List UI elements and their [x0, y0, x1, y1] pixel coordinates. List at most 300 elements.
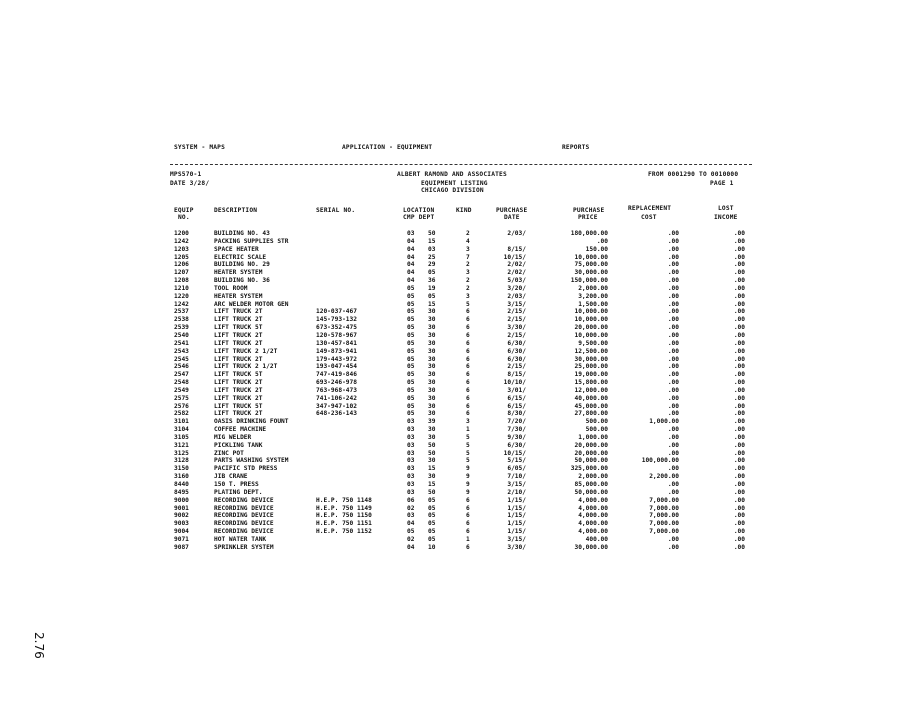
cell-kind: 9 — [466, 488, 470, 496]
cell-equip: 3121 — [174, 441, 189, 449]
cell-cmp: 03 — [407, 512, 415, 520]
cell-desc: SPACE HEATER — [214, 245, 259, 253]
cell-dept: 39 — [428, 418, 436, 426]
cell-repl: 1,000.00 — [649, 418, 679, 426]
cell-lost: .00 — [733, 284, 745, 292]
cell-lost: .00 — [733, 300, 745, 308]
cell-kind: 3 — [466, 418, 470, 426]
cell-serial: H.E.P. 750 1149 — [316, 504, 372, 512]
cell-serial: 763-968-473 — [316, 386, 357, 394]
cell-date: 2/03/ — [507, 230, 526, 237]
cell-lost: .00 — [733, 512, 745, 520]
cell-equip: 9002 — [174, 512, 189, 520]
cell-serial: 741-106-242 — [316, 394, 357, 402]
cell-date: 1/15/ — [507, 496, 526, 504]
cell-kind: 6 — [466, 347, 470, 355]
cell-lost: .00 — [733, 504, 745, 512]
division-name: CHICAGO DIVISION — [421, 187, 484, 194]
cell-price: 3,200.00 — [578, 292, 608, 300]
table-row — [0, 340, 900, 348]
cell-serial: 193-047-454 — [316, 363, 357, 371]
cell-desc: BUILDING NO. 36 — [214, 277, 270, 285]
cell-lost: .00 — [733, 520, 745, 528]
cell-kind: 6 — [466, 316, 470, 324]
cell-repl: 7,000.00 — [649, 496, 679, 504]
cell-lost: .00 — [733, 363, 745, 371]
cell-desc: LIFT TRUCK 2T — [214, 394, 263, 402]
table-row — [0, 473, 900, 481]
cell-kind: 5 — [466, 449, 470, 457]
cell-price: 45,000.00 — [574, 402, 608, 410]
cell-equip: 1200 — [174, 230, 189, 237]
cell-kind: 2 — [466, 277, 470, 285]
cell-repl: .00 — [667, 441, 679, 449]
cell-equip: 3128 — [174, 457, 189, 465]
cell-kind: 5 — [466, 457, 470, 465]
cell-repl: .00 — [667, 261, 679, 269]
cell-desc: PLATING DEPT. — [214, 488, 263, 496]
col-purchase-date-2: DATE — [504, 214, 520, 221]
cell-serial: 747-419-846 — [316, 371, 357, 379]
cell-repl: .00 — [667, 488, 679, 496]
col-lost-1: LOST — [718, 205, 734, 212]
cell-lost: .00 — [733, 324, 745, 332]
cell-dept: 30 — [428, 426, 436, 434]
cell-price: 9,500.00 — [578, 339, 608, 347]
cell-repl: .00 — [667, 379, 679, 387]
cell-dept: 25 — [428, 253, 436, 261]
report-range: FROM 0001290 TO 0010000 — [648, 171, 739, 178]
cell-equip: 8495 — [174, 488, 189, 496]
cell-equip: 9003 — [174, 520, 189, 528]
table-row — [0, 269, 900, 277]
cell-date: 2/15/ — [507, 363, 526, 371]
cell-cmp: 04 — [407, 520, 415, 528]
cell-kind: 3 — [466, 269, 470, 277]
cell-lost: .00 — [733, 449, 745, 457]
cell-cmp: 05 — [407, 316, 415, 324]
cell-dept: 10 — [428, 543, 436, 551]
cell-desc: MIG WELDER — [214, 433, 252, 441]
col-location-1: LOCATION — [403, 207, 435, 214]
cell-dept: 30 — [428, 433, 436, 441]
cell-dept: 15 — [428, 300, 436, 308]
table-row — [0, 434, 900, 442]
cell-price: 500.00 — [585, 426, 608, 434]
cell-desc: RECORDING DEVICE — [214, 528, 274, 536]
cell-price: 30,000.00 — [574, 355, 608, 363]
cell-kind: 1 — [466, 426, 470, 434]
cell-repl: .00 — [667, 347, 679, 355]
cell-lost: .00 — [733, 418, 745, 426]
cell-cmp: 04 — [407, 237, 415, 245]
cell-desc: RECORDING DEVICE — [214, 512, 274, 520]
cell-repl: .00 — [667, 433, 679, 441]
table-row — [0, 418, 900, 426]
cell-lost: .00 — [733, 371, 745, 379]
table-row — [0, 308, 900, 316]
cell-date: 8/30/ — [507, 410, 526, 418]
cell-repl: .00 — [667, 245, 679, 253]
cell-price: 1,000.00 — [578, 433, 608, 441]
cell-serial: 648-236-143 — [316, 410, 357, 418]
cell-price: 10,000.00 — [574, 308, 608, 316]
table-row — [0, 379, 900, 387]
cell-repl: .00 — [667, 331, 679, 339]
cell-dept: 30 — [428, 339, 436, 347]
cell-date: 7/30/ — [507, 426, 526, 434]
cell-cmp: 05 — [407, 339, 415, 347]
cell-price: 150,000.00 — [570, 277, 608, 285]
cell-repl: .00 — [667, 355, 679, 363]
cell-kind: 2 — [466, 284, 470, 292]
table-row — [0, 544, 900, 552]
cell-equip: 3150 — [174, 465, 189, 473]
cell-cmp: 03 — [407, 465, 415, 473]
cell-cmp: 05 — [407, 410, 415, 418]
cell-repl: .00 — [667, 269, 679, 277]
cell-kind: 6 — [466, 496, 470, 504]
table-row — [0, 301, 900, 309]
cell-cmp: 05 — [407, 331, 415, 339]
cell-price: 10,000.00 — [574, 253, 608, 261]
cell-lost: .00 — [733, 441, 745, 449]
cell-price: 4,000.00 — [578, 512, 608, 520]
cell-equip: 2539 — [174, 324, 189, 332]
cell-kind: 6 — [466, 363, 470, 371]
table-row — [0, 528, 900, 536]
col-description: DESCRIPTION — [214, 207, 258, 214]
cell-lost: .00 — [733, 379, 745, 387]
table-row — [0, 363, 900, 371]
table-row — [0, 261, 900, 269]
system-label: SYSTEM - MAPS — [174, 144, 226, 151]
cell-kind: 6 — [466, 371, 470, 379]
cell-desc: LIFT TRUCK 2T — [214, 410, 263, 418]
cell-serial: H.E.P. 750 1152 — [316, 528, 372, 536]
cell-date: 7/20/ — [507, 418, 526, 426]
table-row — [0, 230, 900, 238]
cell-kind: 6 — [466, 520, 470, 528]
cell-equip: 2546 — [174, 363, 189, 371]
cell-equip: 2543 — [174, 347, 189, 355]
cell-dept: 05 — [428, 292, 436, 300]
cell-dept: 30 — [428, 371, 436, 379]
cell-repl: .00 — [667, 449, 679, 457]
cell-repl: .00 — [667, 300, 679, 308]
table-row — [0, 512, 900, 520]
cell-equip: 3160 — [174, 473, 189, 481]
cell-kind: 5 — [466, 441, 470, 449]
cell-lost: .00 — [733, 473, 745, 481]
cell-lost: .00 — [733, 237, 745, 245]
table-row — [0, 442, 900, 450]
cell-dept: 30 — [428, 402, 436, 410]
header-rule — [170, 164, 752, 165]
table-row — [0, 426, 900, 434]
cell-date: 2/15/ — [507, 331, 526, 339]
cell-price: .00 — [596, 237, 608, 245]
cell-price: 4,000.00 — [578, 504, 608, 512]
table-row — [0, 238, 900, 246]
cell-repl: .00 — [667, 363, 679, 371]
cell-kind: 6 — [466, 402, 470, 410]
cell-repl: .00 — [667, 394, 679, 402]
cell-price: 30,000.00 — [574, 269, 608, 277]
cell-lost: .00 — [733, 316, 745, 324]
cell-kind: 6 — [466, 504, 470, 512]
cell-repl: .00 — [667, 253, 679, 261]
cell-desc: BUILDING NO. 43 — [214, 230, 270, 237]
table-row — [0, 403, 900, 411]
cell-cmp: 05 — [407, 347, 415, 355]
cell-dept: 30 — [428, 324, 436, 332]
cell-date: 2/10/ — [507, 488, 526, 496]
cell-repl: .00 — [667, 465, 679, 473]
cell-kind: 6 — [466, 331, 470, 339]
cell-equip: 9071 — [174, 535, 189, 543]
cell-desc: TOOL ROOM — [214, 284, 248, 292]
cell-repl: 7,000.00 — [649, 512, 679, 520]
col-purchase-date-1: PURCHASE — [496, 207, 528, 214]
cell-dept: 30 — [428, 457, 436, 465]
table-row — [0, 395, 900, 403]
cell-cmp: 03 — [407, 426, 415, 434]
cell-dept: 30 — [428, 316, 436, 324]
cell-lost: .00 — [733, 426, 745, 434]
cell-desc: 150 T. PRESS — [214, 481, 259, 488]
table-row — [0, 324, 900, 332]
cell-price: 50,000.00 — [574, 457, 608, 465]
cell-lost: .00 — [733, 331, 745, 339]
cell-kind: 6 — [466, 543, 470, 551]
cell-date: 7/10/ — [507, 473, 526, 481]
col-kind: KIND — [456, 207, 472, 214]
cell-kind: 4 — [466, 237, 470, 245]
cell-cmp: 03 — [407, 481, 415, 488]
cell-lost: .00 — [733, 433, 745, 441]
cell-cmp: 03 — [407, 449, 415, 457]
cell-desc: LIFT TRUCK 2T — [214, 355, 263, 363]
table-row — [0, 387, 900, 395]
cell-date: 6/05/ — [507, 465, 526, 473]
cell-lost: .00 — [733, 543, 745, 551]
cell-equip: 2582 — [174, 410, 189, 418]
cell-cmp: 02 — [407, 535, 415, 543]
cell-desc: LIFT TRUCK 2 1/2T — [214, 363, 278, 371]
cell-kind: 3 — [466, 245, 470, 253]
cell-dept: 05 — [428, 512, 436, 520]
cell-date: 3/20/ — [507, 284, 526, 292]
cell-price: 15,800.00 — [574, 379, 608, 387]
cell-cmp: 03 — [407, 441, 415, 449]
cell-cmp: 04 — [407, 261, 415, 269]
table-row — [0, 410, 900, 418]
cell-equip: 2549 — [174, 386, 189, 394]
cell-equip: 2538 — [174, 316, 189, 324]
cell-equip: 1242 — [174, 300, 189, 308]
cell-cmp: 05 — [407, 363, 415, 371]
cell-dept: 05 — [428, 269, 436, 277]
cell-serial: 149-873-941 — [316, 347, 357, 355]
cell-repl: .00 — [667, 284, 679, 292]
cell-lost: .00 — [733, 457, 745, 465]
cell-cmp: 03 — [407, 418, 415, 426]
cell-price: 40,000.00 — [574, 394, 608, 402]
cell-cmp: 05 — [407, 355, 415, 363]
cell-dept: 36 — [428, 277, 436, 285]
cell-repl: 2,200.00 — [649, 473, 679, 481]
cell-price: 150.00 — [585, 245, 608, 253]
cell-equip: 2545 — [174, 355, 189, 363]
cell-serial: 693-246-978 — [316, 379, 357, 387]
col-replacement-2: COST — [641, 214, 657, 221]
cell-price: 12,000.00 — [574, 386, 608, 394]
cell-desc: LIFT TRUCK 5T — [214, 402, 263, 410]
cell-price: 12,500.00 — [574, 347, 608, 355]
cell-desc: PICKLING TANK — [214, 441, 263, 449]
cell-kind: 2 — [466, 230, 470, 237]
cell-kind: 6 — [466, 355, 470, 363]
cell-repl: 7,000.00 — [649, 504, 679, 512]
cell-repl: .00 — [667, 426, 679, 434]
cell-serial: 120-578-967 — [316, 331, 357, 339]
cell-lost: .00 — [733, 347, 745, 355]
cell-lost: .00 — [733, 269, 745, 277]
cell-lost: .00 — [733, 496, 745, 504]
cell-serial: 120-037-467 — [316, 308, 357, 316]
cell-serial: 179-443-972 — [316, 355, 357, 363]
cell-dept: 30 — [428, 473, 436, 481]
cell-desc: LIFT TRUCK 2 1/2T — [214, 347, 278, 355]
cell-kind: 9 — [466, 473, 470, 481]
cell-cmp: 05 — [407, 292, 415, 300]
cell-cmp: 05 — [407, 371, 415, 379]
table-row — [0, 348, 900, 356]
cell-price: 1,500.00 — [578, 300, 608, 308]
cell-cmp: 04 — [407, 269, 415, 277]
cell-date: 1/15/ — [507, 512, 526, 520]
cell-lost: .00 — [733, 410, 745, 418]
col-equip-2: NO. — [178, 214, 190, 221]
cell-lost: .00 — [733, 528, 745, 536]
cell-date: 2/15/ — [507, 316, 526, 324]
cell-desc: BUILDING NO. 29 — [214, 261, 270, 269]
cell-date: 10/10/ — [503, 379, 526, 387]
col-purchase-price-2: PRICE — [578, 214, 598, 221]
cell-dept: 29 — [428, 261, 436, 269]
cell-lost: .00 — [733, 253, 745, 261]
cell-cmp: 03 — [407, 457, 415, 465]
cell-desc: SPRINKLER SYSTEM — [214, 543, 274, 551]
table-row — [0, 497, 900, 505]
cell-cmp: 03 — [407, 488, 415, 496]
cell-date: 9/30/ — [507, 433, 526, 441]
report-title: EQUIPMENT LISTING — [421, 180, 488, 187]
report-date: DATE 3/28/ — [170, 180, 210, 187]
cell-kind: 6 — [466, 379, 470, 387]
cell-lost: .00 — [733, 261, 745, 269]
cell-lost: .00 — [733, 386, 745, 394]
company-name: ALBERT RAMOND AND ASSOCIATES — [397, 171, 507, 178]
cell-equip: 2537 — [174, 308, 189, 316]
cell-price: 325,000.00 — [570, 465, 608, 473]
cell-desc: LIFT TRUCK 5T — [214, 324, 263, 332]
equipment-table — [0, 230, 900, 552]
cell-lost: .00 — [733, 402, 745, 410]
cell-equip: 2540 — [174, 331, 189, 339]
cell-dept: 05 — [428, 535, 436, 543]
cell-kind: 6 — [466, 308, 470, 316]
cell-price: 19,000.00 — [574, 371, 608, 379]
cell-desc: COFFEE MACHINE — [214, 426, 267, 434]
cell-date: 2/15/ — [507, 308, 526, 316]
cell-date: 5/15/ — [507, 457, 526, 465]
table-row — [0, 293, 900, 301]
cell-date: 3/15/ — [507, 300, 526, 308]
cell-cmp: 03 — [407, 230, 415, 237]
cell-desc: RECORDING DEVICE — [214, 504, 274, 512]
cell-dept: 05 — [428, 496, 436, 504]
cell-equip: 2541 — [174, 339, 189, 347]
cell-desc: RECORDING DEVICE — [214, 496, 274, 504]
cell-lost: .00 — [733, 394, 745, 402]
cell-lost: .00 — [733, 230, 745, 237]
cell-desc: HOT WATER TANK — [214, 535, 267, 543]
cell-date: 10/15/ — [503, 253, 526, 261]
cell-equip: 2548 — [174, 379, 189, 387]
cell-equip: 3105 — [174, 433, 189, 441]
cell-serial: 347-947-102 — [316, 402, 357, 410]
cell-lost: .00 — [733, 292, 745, 300]
cell-cmp: 04 — [407, 543, 415, 551]
cell-kind: 9 — [466, 465, 470, 473]
cell-equip: 9001 — [174, 504, 189, 512]
cell-lost: .00 — [733, 481, 745, 488]
cell-desc: LIFT TRUCK 2T — [214, 316, 263, 324]
cell-kind: 6 — [466, 394, 470, 402]
cell-price: 2,000.00 — [578, 284, 608, 292]
cell-desc: LIFT TRUCK 2T — [214, 379, 263, 387]
cell-price: 400.00 — [585, 535, 608, 543]
cell-kind: 7 — [466, 253, 470, 261]
cell-equip: 2576 — [174, 402, 189, 410]
cell-date: 10/15/ — [503, 449, 526, 457]
cell-equip: 1203 — [174, 245, 189, 253]
cell-date: 8/15/ — [507, 371, 526, 379]
table-row — [0, 450, 900, 458]
cell-dept: 50 — [428, 441, 436, 449]
cell-price: 75,000.00 — [574, 261, 608, 269]
cell-dept: 15 — [428, 465, 436, 473]
table-row — [0, 457, 900, 465]
cell-cmp: 04 — [407, 277, 415, 285]
cell-cmp: 05 — [407, 402, 415, 410]
cell-repl: 100,000.00 — [641, 457, 679, 465]
cell-desc: RECORDING DEVICE — [214, 520, 274, 528]
cell-desc: LIFT TRUCK 2T — [214, 339, 263, 347]
cell-dept: 15 — [428, 237, 436, 245]
cell-date: 6/30/ — [507, 339, 526, 347]
cell-repl: .00 — [667, 308, 679, 316]
cell-date: 1/15/ — [507, 528, 526, 536]
cell-repl: .00 — [667, 535, 679, 543]
cell-dept: 05 — [428, 520, 436, 528]
cell-date: 8/15/ — [507, 245, 526, 253]
cell-price: 180,000.00 — [570, 230, 608, 237]
table-row — [0, 371, 900, 379]
page-indicator: PAGE 1 — [710, 180, 734, 187]
